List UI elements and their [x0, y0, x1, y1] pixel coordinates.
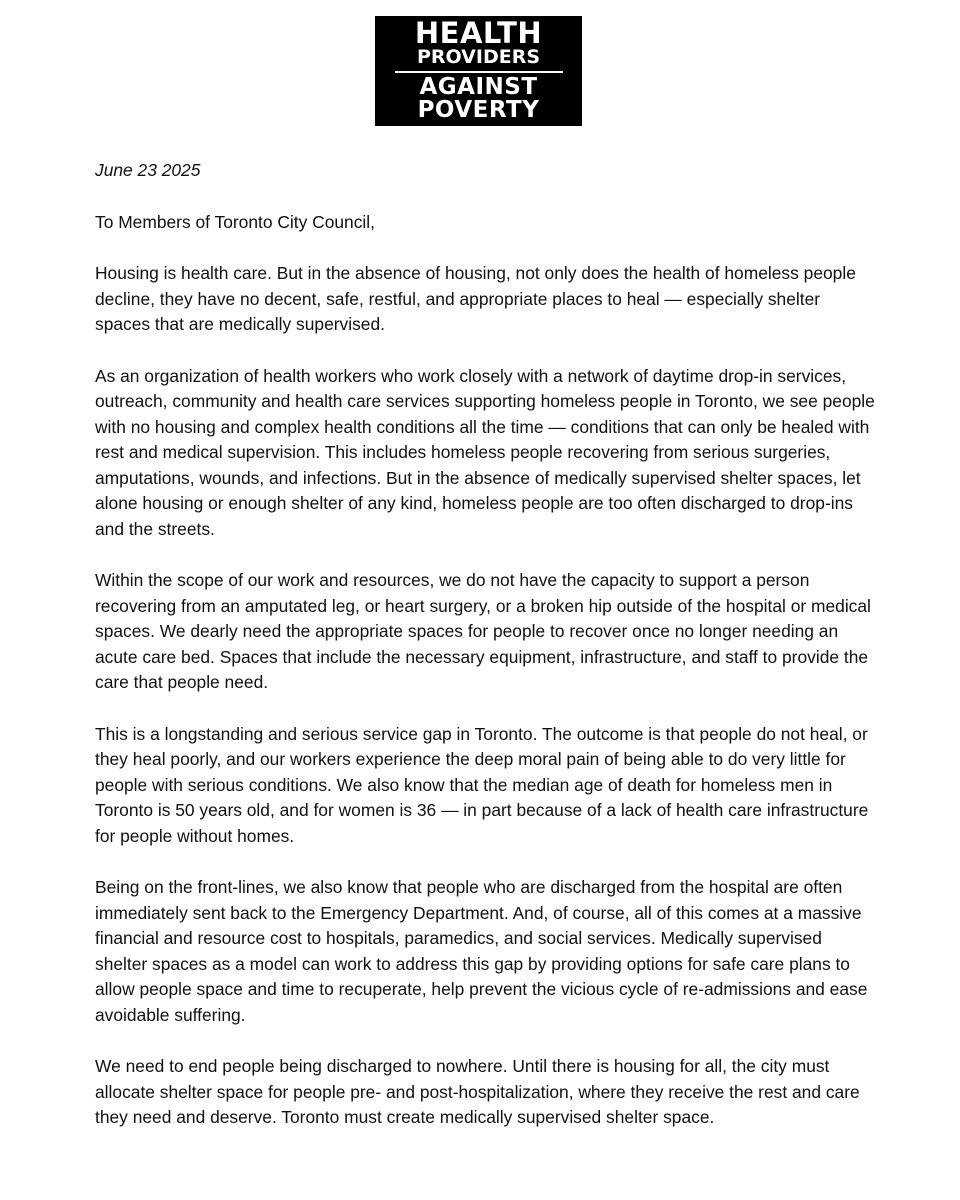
paragraph-call-to-action: We need to end people being discharged to nowhere. Until there is housing for all, the city must allocate shelter space for people pre- and post-hospitalization, where they receive the rest and care they need and deserve. Toronto must create medically supervised shelter space.: [95, 1056, 860, 1127]
paragraph-organization-context: As an organization of health workers who work closely with a network of daytime drop-in services, outreach, community and health care services supporting homeless people in Toronto, we see people with no housing and complex health conditions all the time — conditions that can only be healed with rest and medical supervision. This includes homeless people recovering from serious surgeries, amputations, wounds, and infections. But in the absence of medically supervised shelter spaces, let alone housing or enough shelter of any kind, homeless people are too often discharged to drop-ins and the streets.: [95, 365, 875, 539]
organization-logo: [375, 16, 582, 126]
logo-line-against: AGAINST: [419, 74, 538, 100]
logo-line-poverty: POVERTY: [417, 97, 540, 123]
letter-salutation: To Members of Toronto City Council,: [95, 211, 375, 232]
letter-date: June 23 2025: [95, 160, 201, 180]
paragraph-service-gap: This is a longstanding and serious service gap in Toronto. The outcome is that people do not heal, or they heal poorly, and our workers experience the deep moral pain of being able to do very little for people with serious conditions. We also know that the median age of death for homeless men in Toronto is 50 years old, and for women is 36 — in part because of a lack of health care infrastructure for people without homes.: [95, 723, 869, 846]
letter-body: [95, 158, 875, 1157]
logo-line-health: HEALTH: [414, 16, 543, 50]
paragraph-capacity-limits: Within the scope of our work and resources, we do not have the capacity to support a person recovering from an amputated leg, or heart surgery, or a broken hip outside of the hospital or medical spaces. We dearly need the appropriate spaces for people to recover once no longer needing an acute care bed. Spaces that include the necessary equipment, infrastructure, and staff to provide the care that people need.: [95, 570, 871, 692]
logo-line-providers: PROVIDERS: [416, 46, 541, 68]
logo-divider: [395, 71, 563, 73]
paragraph-housing-is-health-care: Housing is health care. But in the absence of housing, not only does the health of homeless people decline, they have no decent, safe, restful, and appropriate places to heal — especially shelter spaces that are medically supervised.: [95, 263, 856, 334]
paragraph-front-lines: Being on the front-lines, we also know that people who are discharged from the hospital are often immediately sent back to the Emergency Department. And, of course, all of this comes at a massive financial and resource cost to hospitals, paramedics, and social services. Medically supervised shelter spaces as a model can work to address this gap by providing options for safe care plans to allow people space and time to recuperate, help prevent the vicious cycle of re-admissions and ease avoidable suffering.: [95, 877, 868, 1025]
